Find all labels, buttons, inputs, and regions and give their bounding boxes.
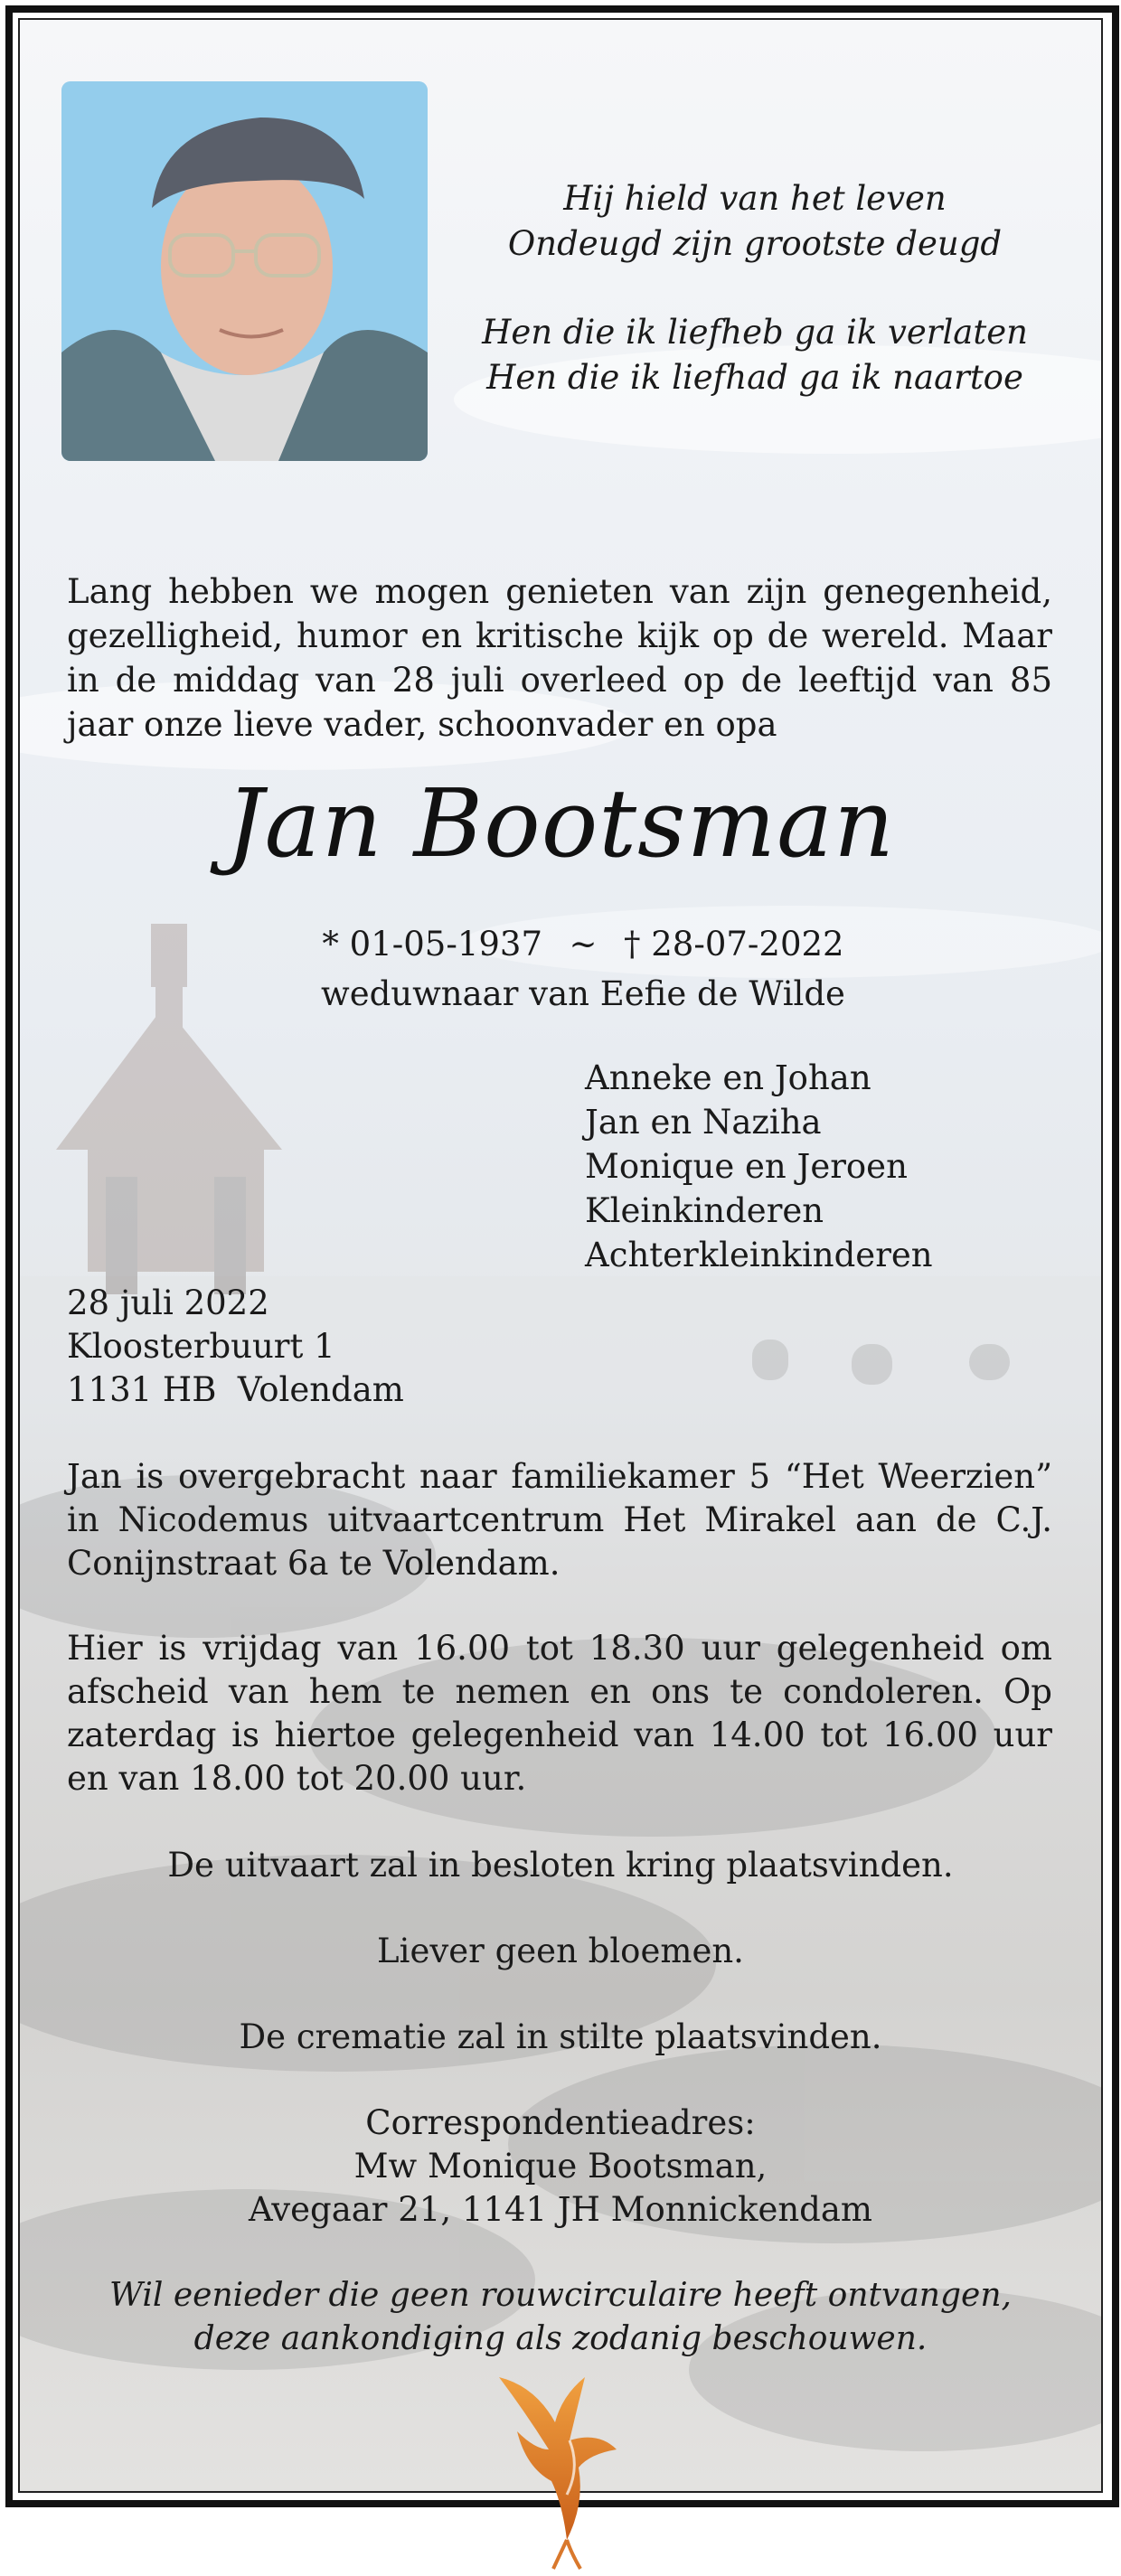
announcement-card — [18, 18, 1103, 2493]
flowers-note: Liever geen bloemen. — [377, 1932, 744, 1970]
portrait-photo — [61, 81, 428, 461]
poem — [479, 176, 1031, 400]
visiting-paragraph: Hier is vrijdag van 16.00 tot 18.30 uur gelegenheid om afscheid van hem te nemen en ons te condoleren. Op zaterdag is hiertoe gelegenheid van 14.00 tot 16.00 uur en van 18.00 tot 20.00 uur. — [67, 1629, 1052, 1798]
family-member: Kleinkinderen — [585, 1191, 824, 1230]
home-street: Kloosterbuurt 1 — [67, 1327, 335, 1366]
birth-date: * 01-05-1937 — [322, 925, 542, 964]
dove-logo-icon — [499, 2359, 635, 2572]
home-city: 1131 HB Volendam — [67, 1370, 404, 1409]
funeral-note: De uitvaart zal in besloten kring plaatsvinden. — [167, 1846, 954, 1885]
cremation-note: De crematie zal in stilte plaatsvinden. — [239, 2017, 882, 2056]
family-list — [585, 1056, 933, 1277]
family-member: Jan en Naziha — [585, 1103, 822, 1142]
widower-line: weduwnaar van Eefie de Wilde — [321, 974, 845, 1013]
poem-line: Hij hield van het leven — [563, 179, 947, 218]
deceased-name: Jan Bootsman — [225, 768, 896, 879]
transfer-paragraph: Jan is overgebracht naar familiekamer 5 “Het Weerzien” in Nicodemus uitvaartcentrum Het Mirakel aan de C.J. Conijnstraat 6a te Volendam. — [67, 1457, 1052, 1583]
death-date: † 28-07-2022 — [624, 925, 844, 964]
family-member: Achterkleinkinderen — [585, 1236, 933, 1274]
life-dates — [18, 922, 1103, 967]
poem-line: Hen die ik liefhad ga ik naartoe — [486, 358, 1023, 397]
closing-line: Wil eenieder die geen rouwcirculaire heeft ontvangen, — [109, 2277, 1012, 2314]
date-separator: ~ — [569, 925, 598, 964]
family-member: Anneke en Johan — [585, 1058, 871, 1097]
poem-line: Ondeugd zijn grootste deugd — [507, 224, 1003, 263]
closing-line: deze aankondiging als zodanig beschouwen. — [193, 2320, 928, 2357]
poem-line: Hen die ik liefheb ga ik verlaten — [482, 313, 1028, 352]
correspondence-label: Correspondentieadres: — [365, 2103, 756, 2142]
intro-text: Lang hebben we mogen genieten van zijn genegenheid, gezelligheid, humor en kritische kijk op de wereld. Maar in de middag van 28 juli overleed op de leeftijd van 85 jaar onze lieve vader, schoonvader en opa — [67, 572, 1052, 744]
correspondence-address: Avegaar 21, 1141 JH Monnickendam — [248, 2190, 872, 2229]
announcement-date: 28 juli 2022 — [67, 1283, 269, 1322]
place-date-block — [67, 1282, 404, 1412]
family-member: Monique en Jeroen — [585, 1147, 908, 1186]
correspondence-name: Mw Monique Bootsman, — [353, 2147, 768, 2186]
